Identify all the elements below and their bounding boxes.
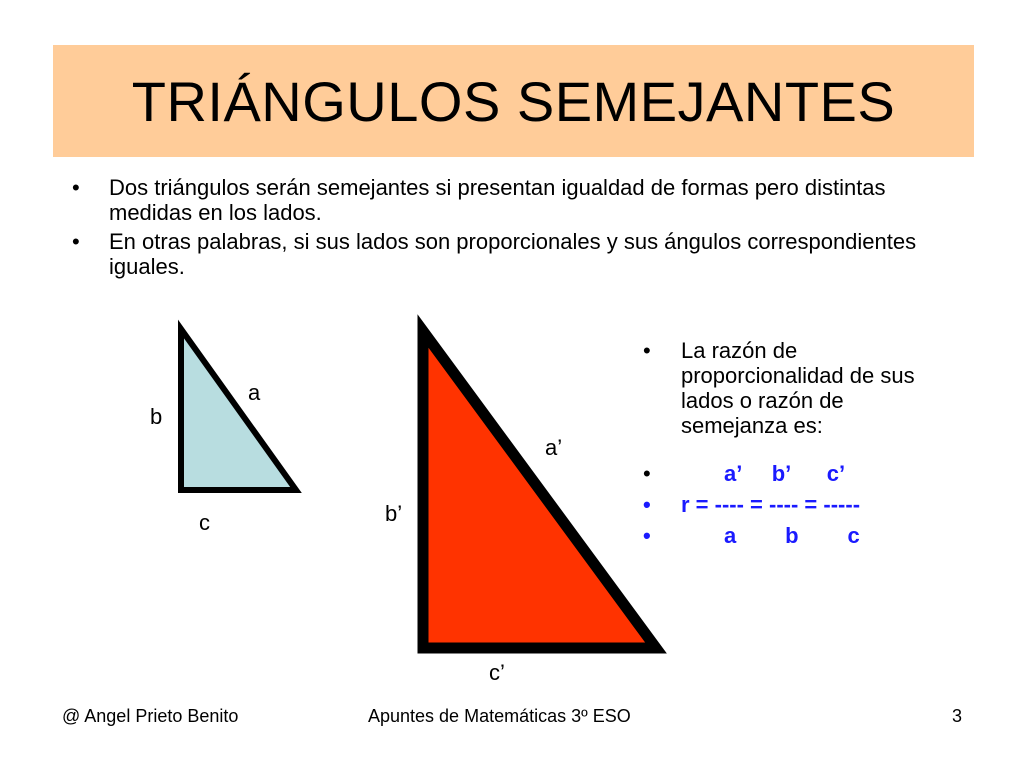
footer-author: @ Angel Prieto Benito bbox=[62, 706, 239, 726]
large-side-a-label: a’ bbox=[545, 435, 563, 460]
small-side-b-label: b bbox=[150, 404, 163, 429]
footer-course: Apuntes de Matemáticas 3º ESO bbox=[368, 706, 631, 726]
bullet-dot: • bbox=[72, 229, 80, 254]
bullet-dot: • bbox=[643, 492, 651, 517]
large-side-c-label: c’ bbox=[489, 660, 505, 685]
small-triangle bbox=[181, 329, 296, 490]
bullet-dot: • bbox=[643, 338, 651, 363]
small-side-a-label: a bbox=[248, 380, 261, 405]
ratio-block bbox=[643, 338, 943, 548]
ratio-intro-text: La razón de proporcionalidad de sus lados o razón de semejanza es: bbox=[681, 338, 915, 438]
footer-page-number: 3 bbox=[952, 706, 963, 726]
ratio-intro-item bbox=[643, 338, 943, 438]
bullet-dot: • bbox=[643, 461, 651, 486]
slide-title: TRIÁNGULOS SEMEJANTES bbox=[131, 69, 896, 133]
bullet-dot: • bbox=[72, 175, 80, 200]
ratio-denominators-row bbox=[643, 523, 943, 548]
large-side-b-label: b’ bbox=[385, 501, 403, 526]
ratio-equation: r = ---- = ---- = ----- bbox=[681, 492, 861, 517]
ratio-numerators: a’ b’ c’ bbox=[724, 461, 846, 486]
bullet-dot: • bbox=[643, 523, 651, 548]
ratio-equation-row bbox=[643, 492, 943, 517]
ratio-numerators-row bbox=[643, 461, 943, 486]
large-triangle bbox=[423, 331, 656, 648]
bullet-text: Dos triángulos serán semejantes si presentan igualdad de formas pero distintas medidas en los lados. bbox=[109, 175, 886, 225]
bullet-text: En otras palabras, si sus lados son proporcionales y sus ángulos correspondientes iguales. bbox=[109, 229, 917, 279]
ratio-denominators: a b c bbox=[724, 523, 860, 548]
small-side-c-label: c bbox=[199, 510, 210, 535]
